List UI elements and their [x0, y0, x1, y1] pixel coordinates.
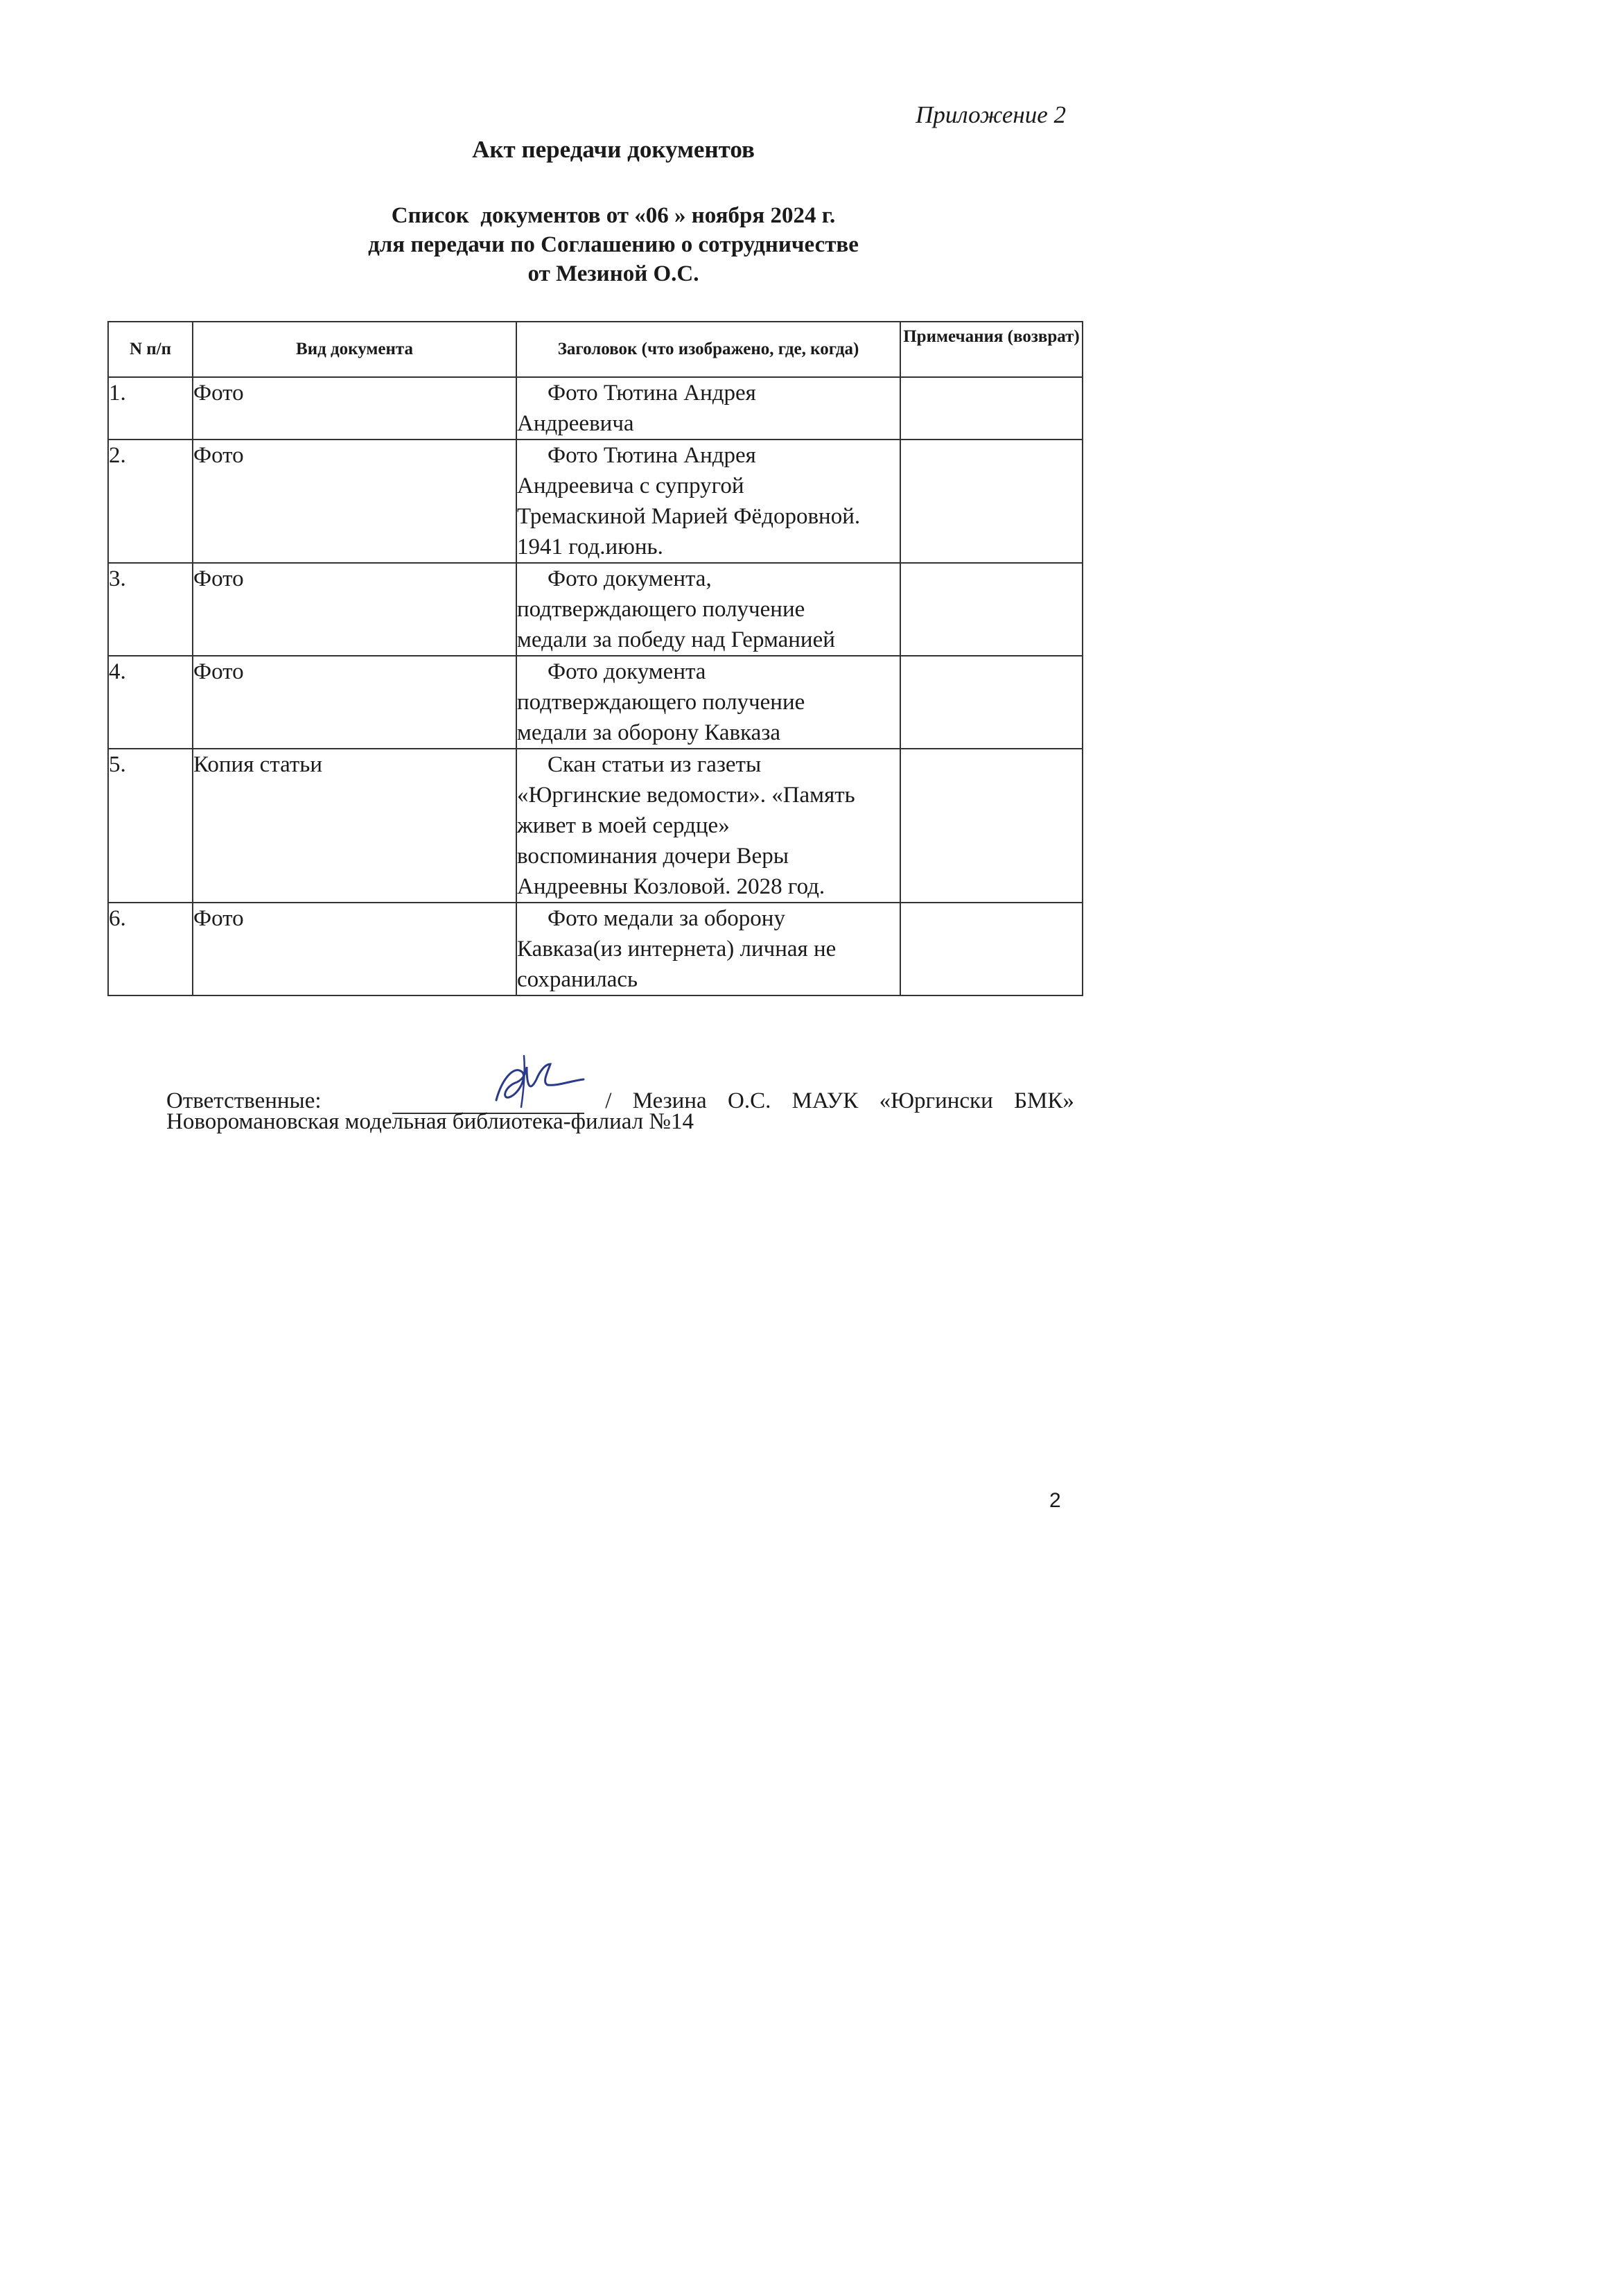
act-title: Акт передачи документов: [472, 136, 755, 163]
table-row: [108, 749, 1083, 903]
row-notes: [900, 440, 1083, 563]
documents-table: [107, 321, 1083, 996]
row-title-line: Фото Тютина Андрея: [548, 443, 756, 468]
table-row: [108, 903, 1083, 995]
org-suffix: БМК»: [1014, 1088, 1074, 1113]
row-title-line: подтверждающего получение: [517, 597, 805, 622]
signature-separator: /: [605, 1088, 612, 1113]
row-notes: [900, 903, 1083, 995]
row-title: [516, 563, 900, 656]
row-title: [516, 377, 900, 440]
org-name: «Юргински: [879, 1088, 993, 1113]
row-number: 4.: [108, 656, 193, 749]
row-kind: Фото: [193, 440, 516, 563]
row-title-line: 1941 год.июнь.: [517, 534, 663, 559]
row-title-line: медали за победу над Германией: [517, 627, 835, 652]
row-title-line: сохранилась: [517, 967, 638, 992]
table-header-row: [108, 322, 1083, 377]
responsible-name: Мезина: [632, 1088, 707, 1113]
row-number: 1.: [108, 377, 193, 440]
row-kind: Фото: [193, 903, 516, 995]
list-subtitle: [0, 201, 1227, 288]
row-number: 6.: [108, 903, 193, 995]
row-title-line: Кавказа(из интернета) личная не: [517, 937, 837, 962]
page-number: 2: [1049, 1489, 1061, 1512]
row-title-line: Фото медали за оборону: [548, 906, 785, 931]
row-title: [516, 656, 900, 749]
subtitle-line: для передачи по Соглашению о сотрудничестве: [368, 232, 859, 257]
library-name: Новоромановская модельная библиотека-филиал №14: [166, 1109, 694, 1134]
row-title-line: Фото Тютина Андрея: [548, 381, 756, 406]
row-kind: Фото: [193, 377, 516, 440]
row-kind: Фото: [193, 656, 516, 749]
row-title-line: Фото документа: [548, 659, 706, 684]
row-number: 5.: [108, 749, 193, 903]
row-title-line: Андреевны Козловой. 2028 год.: [517, 874, 825, 899]
row-title-line: «Юргинские ведомости». «Память: [517, 783, 855, 808]
table-row: [108, 440, 1083, 563]
column-header-title: Заголовок (что изображено, где, когда): [516, 322, 900, 377]
appendix-label: Приложение 2: [916, 101, 1066, 128]
row-notes: [900, 563, 1083, 656]
table-row: [108, 656, 1083, 749]
row-title-line: Тремаскиной Марией Фёдоровной.: [517, 504, 861, 529]
row-title-line: Фото документа,: [548, 566, 712, 591]
responsible-initials: О.С.: [727, 1088, 771, 1113]
row-number: 3.: [108, 563, 193, 656]
row-title-line: подтверждающего получение: [517, 690, 805, 715]
subtitle-line: от Мезиной О.С.: [527, 261, 699, 286]
row-title-line: Андреевича с супругой: [517, 473, 744, 498]
column-header-notes: Примечания (возврат): [900, 322, 1083, 377]
row-title: [516, 440, 900, 563]
table-row: [108, 563, 1083, 656]
table-row: [108, 377, 1083, 440]
org-prefix: МАУК: [791, 1088, 859, 1113]
row-title-line: воспоминания дочери Веры: [517, 844, 789, 869]
subtitle-line: Список документов от «06 » ноября 2024 г.: [391, 203, 836, 228]
column-header-kind: Вид документа: [193, 322, 516, 377]
row-title-line: Скан статьи из газеты: [548, 752, 762, 777]
row-number: 2.: [108, 440, 193, 563]
row-notes: [900, 749, 1083, 903]
row-notes: [900, 377, 1083, 440]
handwritten-signature-icon: [481, 1052, 585, 1110]
row-kind: Копия статьи: [193, 749, 516, 903]
row-title-line: живет в моей сердце»: [517, 813, 730, 838]
row-title-line: Андреевича: [517, 411, 634, 436]
row-kind: Фото: [193, 563, 516, 656]
row-title: [516, 903, 900, 995]
column-header-number: N п/п: [108, 322, 193, 377]
row-title-line: медали за оборону Кавказа: [517, 720, 780, 745]
row-notes: [900, 656, 1083, 749]
responsible-label: Ответственные:: [166, 1088, 322, 1113]
row-title: [516, 749, 900, 903]
